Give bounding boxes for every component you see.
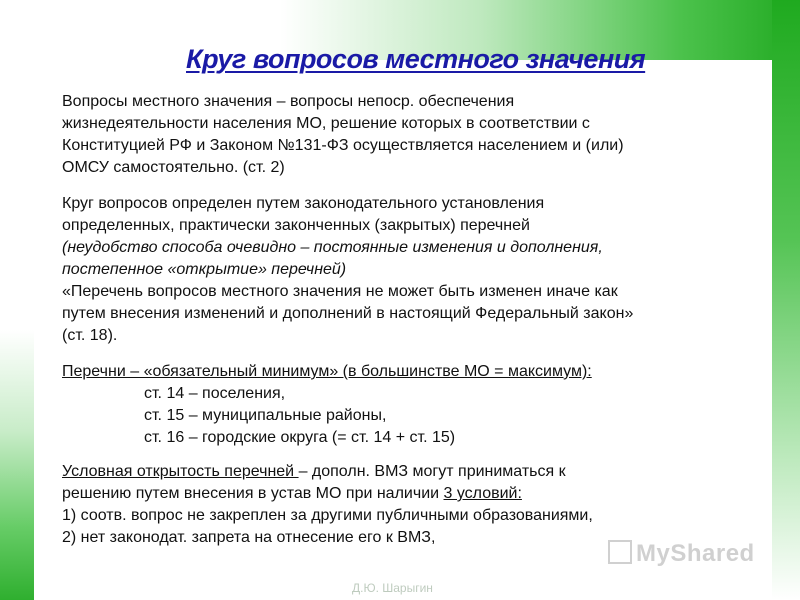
lists-heading: Перечни – «обязательный минимум» (в большинстве МО = максимум):	[62, 363, 592, 380]
lists-paragraph	[62, 361, 782, 449]
condition-item: 1) соотв. вопрос не закреплен за другими публичными образованиями,	[62, 507, 593, 524]
slide-title: Круг вопросов местного значения	[186, 44, 646, 74]
text-line: жизнедеятельности населения МО, решение которых в соответствии с	[62, 115, 590, 132]
text-line	[62, 461, 782, 483]
slide-content	[62, 91, 782, 549]
list-item: ст. 16 – городские округа (= ст. 14 + ст. 15)	[144, 429, 456, 446]
openness-term: Условная открытость перечней	[62, 463, 299, 480]
watermark-logo	[608, 540, 755, 568]
definition-paragraph	[62, 91, 782, 179]
openness-text: – дополн. ВМЗ могут приниматься к	[298, 463, 566, 480]
text-line: ОМСУ самостоятельно. (ст. 2)	[62, 159, 285, 176]
quote-line: «Перечень вопросов местного значения не может быть изменен иначе как	[62, 283, 618, 300]
italic-note-line: (неудобство способа очевидно – постоянные изменения и дополнения,	[62, 239, 603, 256]
quote-line: (ст. 18).	[62, 327, 118, 344]
quote-line: путем внесения изменений и дополнений в настоящий Федеральный закон»	[62, 305, 634, 322]
text-line: Конституцией РФ и Законом №131-ФЗ осуществляется населением и (или)	[62, 137, 624, 154]
text-line: определенных, практически законченных (закрытых) перечней	[62, 217, 530, 234]
conditions-count: 3 условий:	[443, 485, 522, 502]
text-span: решению путем внесения в устав МО при наличии	[62, 485, 444, 502]
watermark-text: MyShared	[636, 540, 755, 567]
footer-author: Д.Ю. Шарыгин	[352, 581, 433, 595]
watermark-icon	[608, 540, 632, 564]
list-item: ст. 15 – муниципальные районы,	[144, 407, 387, 424]
condition-item: 2) нет законодат. запрета на отнесение его к ВМЗ,	[62, 529, 436, 546]
left-gradient-band	[0, 0, 34, 600]
list-item: ст. 14 – поселения,	[144, 385, 286, 402]
openness-paragraph	[62, 461, 782, 549]
text-line: Круг вопросов определен путем законодательного установления	[62, 195, 545, 212]
text-line	[62, 483, 782, 505]
scope-paragraph	[62, 193, 782, 347]
text-line: Вопросы местного значения – вопросы непоср. обеспечения	[62, 93, 515, 110]
italic-note-line: постепенное «открытие» перечней)	[62, 261, 347, 278]
